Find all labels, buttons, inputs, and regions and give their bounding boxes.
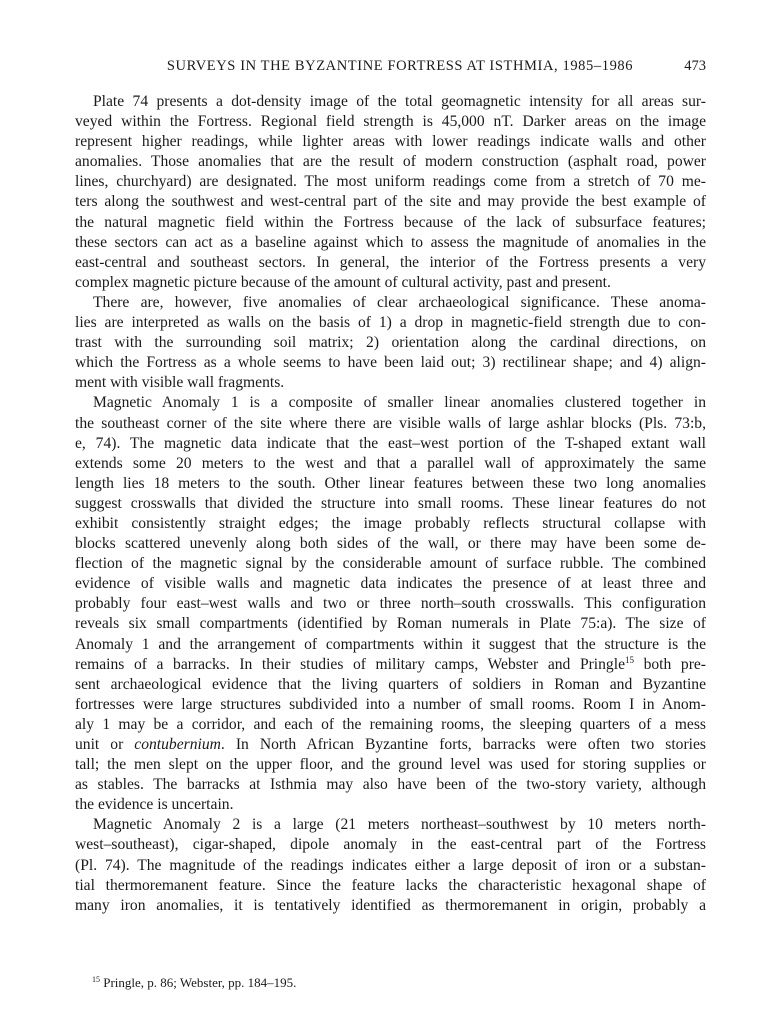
text-line: ment with visible wall fragments. — [75, 374, 285, 392]
text-line: lines, churchyard) are designated. The most uniform readings come from a stretch of 70 me- — [75, 173, 706, 191]
text-line: trast with the surrounding soil matrix; 2) orientation along the cardinal directions, on — [75, 334, 706, 352]
running-title: SURVEYS IN THE BYZANTINE FORTRESS AT ISTHMIA, 1985–1986 — [166, 58, 634, 74]
text-line: probably four east–west walls and two or three north–south crosswalls. This configuration — [75, 595, 706, 613]
page-number: 473 — [684, 58, 706, 74]
text-line: fortresses were large structures subdivided into a number of small rooms. Room I in Anom- — [75, 695, 706, 713]
text-line-with-footnote-ref — [75, 655, 706, 675]
text-line: ters along the southwest and west-central part of the site and may provide the best example of — [75, 193, 706, 211]
text-line: There are, however, five anomalies of clear archaeological significance. These anoma- — [93, 293, 706, 311]
text-line: as stables. The barracks at Isthmia may also have been of the two-story variety, although — [75, 776, 706, 794]
text-line: flection of the magnetic signal by the considerable amount of surface rubble. The combined — [75, 555, 706, 573]
text-line: many iron anomalies, it is tentatively identified as thermoremanent in origin, probably a — [75, 896, 706, 914]
text-line: complex magnetic picture because of the amount of cultural activity, past and present. — [75, 273, 611, 291]
text-line: the southeast corner of the site where there are visible walls of large ashlar blocks (Pls. 73:b, — [75, 414, 706, 432]
text-line: east-central and southeast sectors. In general, the interior of the Fortress presents a very — [75, 253, 706, 271]
footnote-ref-15[interactable]: 15 — [625, 654, 634, 665]
text-line: exhibit consistently straight edges; the image probably reflects structural collapse with — [75, 514, 706, 532]
text-line: sent archaeological evidence that the living quarters of soldiers in Roman and Byzantine — [75, 675, 706, 693]
text-line: tall; the men slept on the upper floor, and the ground level was used for storing supplies or — [75, 756, 706, 774]
paragraph-4 — [75, 815, 706, 915]
body-text — [75, 92, 706, 916]
text-segment: . In North African Byzantine forts, barracks were often two stories — [220, 736, 706, 753]
running-header — [94, 58, 706, 80]
text-line: which the Fortress as a whole seems to have been laid out; 3) rectilinear shape; and 4) align- — [75, 354, 706, 372]
text-segment: remains of a barracks. In their studies of military camps, Webster and Pringle — [75, 655, 625, 673]
text-line: e, 74). The magnetic data indicate that the east–west portion of the T-shaped extant wall — [75, 434, 706, 452]
footnote-text: Pringle, p. 86; Webster, pp. 184–195. — [100, 975, 297, 990]
text-line-with-italic — [75, 735, 706, 755]
text-line: Magnetic Anomaly 1 is a composite of smaller linear anomalies clustered together in — [93, 394, 706, 412]
text-line: the evidence is uncertain. — [75, 796, 234, 814]
text-line: reveals six small compartments (identified by Roman numerals in Plate 75:a). The size of — [75, 615, 706, 633]
text-line: Anomaly 1 and the arrangement of compartments within it suggest that the structure is the — [75, 635, 706, 653]
text-line: lies are interpreted as walls on the basis of 1) a drop in magnetic-field strength due to con- — [75, 314, 706, 332]
text-line: veyed within the Fortress. Regional field strength is 45,000 nT. Darker areas on the image — [75, 113, 706, 131]
paragraph-1 — [75, 92, 706, 293]
text-line: suggest crosswalls that divided the structure into small rooms. These linear features do not — [75, 494, 706, 512]
text-line: Magnetic Anomaly 2 is a large (21 meters northeast–southwest by 10 meters north- — [93, 816, 706, 834]
text-line: length lies 18 meters to the south. Other linear features between these two long anomalies — [75, 474, 706, 492]
text-line: represent higher readings, while lighter areas with lower readings indicate walls and other — [75, 133, 706, 151]
footnote-15 — [92, 975, 706, 991]
paragraph-3 — [75, 393, 706, 815]
paragraph-2 — [75, 293, 706, 393]
text-line: west–southeast), cigar-shaped, dipole anomaly in the east-central part of the Fortress — [75, 836, 706, 854]
text-line: evidence of visible walls and magnetic data indicates the presence of at least three and — [75, 575, 706, 593]
text-line: (Pl. 74). The magnitude of the readings indicates either a large deposit of iron or a substan- — [75, 856, 706, 874]
text-line: aly 1 may be a corridor, and each of the remaining rooms, the sleeping quarters of a mess — [75, 715, 706, 733]
text-segment: both pre- — [634, 655, 707, 673]
text-line: blocks scattered unevenly along both sides of the wall, or there may have been some de- — [75, 535, 706, 553]
footnote-marker: 15 — [92, 975, 100, 984]
text-line: Plate 74 presents a dot-density image of the total geomagnetic intensity for all areas sur- — [93, 93, 706, 110]
text-segment: unit or — [75, 736, 124, 753]
text-line: anomalies. Those anomalies that are the result of modern construction (asphalt road, power — [75, 153, 706, 171]
text-line: extends some 20 meters to the west and that a parallel wall of approximately the same — [75, 454, 706, 472]
italic-term: contubernium — [134, 736, 221, 753]
text-line: these sectors can act as a baseline against which to assess the magnitude of anomalies in the — [75, 233, 706, 251]
text-line: the natural magnetic field within the Fortress because of the lack of subsurface features; — [75, 213, 706, 231]
text-line: tial thermoremanent feature. Since the feature lacks the characteristic hexagonal shape of — [75, 876, 706, 894]
